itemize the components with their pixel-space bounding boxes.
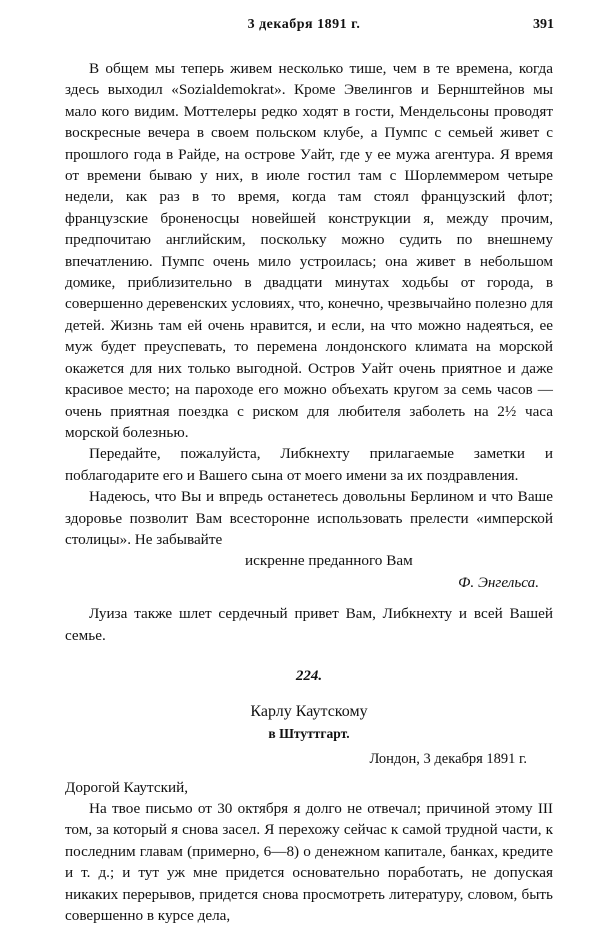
page-body [65, 58, 553, 926]
letter-223-closing: искренне преданного Вам [245, 552, 413, 570]
letter-223-paragraph-1: В общем мы теперь живем несколько тише, чем в те времена, когда здесь выходил «Sozialdemokrat». Кроме Эвелингов и Бернштейнов мы мало кого видим. Моттелеры редко ходят в гости, Мендельсоны проводят воскресные вечера в своем польском клубе, а Пумпс с семьей живет с прошлого года в Райде, на острове Уайт, где у ее мужа агентура. Я время от времени бываю у них, в июле гостил там с Шорлеммером четыре недели, как раз в то время, когда там стоял французский флот; французские броненосцы новейшей конструкции я, между прочим, предпочитаю английским, поскольку можно судить по внешнему впечатлению. Пумпс очень мило устроилась; она живет в небольшом домике, приблизительно в двадцати минутах ходьбы от города, в совершенно деревенских условиях, что, конечно, чрезвычайно полезно для детей. Жизнь там ей очень нравится, и если, на что можно надеяться, ее муж будет преуспевать, то перемена лондонского климата на морской окажется для них только выгодной. Остров Уайт очень приятное и даже красивое место; на пароходе его можно объехать кругом за семь часов — очень приятная поездка с риском для любителя заболеть на 2½ часа морской болезнью. [65, 60, 553, 441]
letter-224-number: 224. [295, 667, 323, 684]
letter-224-paragraph-1: На твое письмо от 30 октября я долго не отвечал; причиной этому III том, за который я снова засел. Я перехожу сейчас к самой трудной части, к последним главам (примерно, 6—8) о денежном капитале, банках, кредите и т. д.; и тут уж мне придется основательно поработать, не допуская никаких перерывов, придется снова просмотреть литературу, словом, быть совершенно в курсе дела, [65, 800, 553, 925]
letter-223-signature: Ф. Энгельса. [458, 573, 539, 591]
letter-224-destination: в Штуттгарт. [268, 725, 350, 741]
running-title: 3 декабря 1891 г. [247, 17, 361, 32]
letter-224-place-date: Лондон, 3 декабря 1891 г. [369, 751, 527, 768]
running-head [54, 17, 554, 37]
letter-223-paragraph-3: Надеюсь, что Вы и впредь останетесь довольны Берлином и что Ваше здоровье позволит Вам всесторонне использовать прелести «имперской столицы». Не забывайте [65, 488, 553, 548]
letter-223-paragraph-2: Передайте, пожалуйста, Либкнехту прилагаемые заметки и поблагодарите его и Вашего сына от моего имени за их поздравления. [65, 445, 553, 484]
letter-223-postscript: Луиза также шлет сердечный привет Вам, Либкнехту и всей Вашей семье. [65, 605, 553, 644]
letter-224-addressee: Карлу Каутскому [250, 703, 368, 721]
page-number: 391 [533, 17, 554, 32]
letter-224-salutation: Дорогой Каутский, [65, 778, 188, 796]
